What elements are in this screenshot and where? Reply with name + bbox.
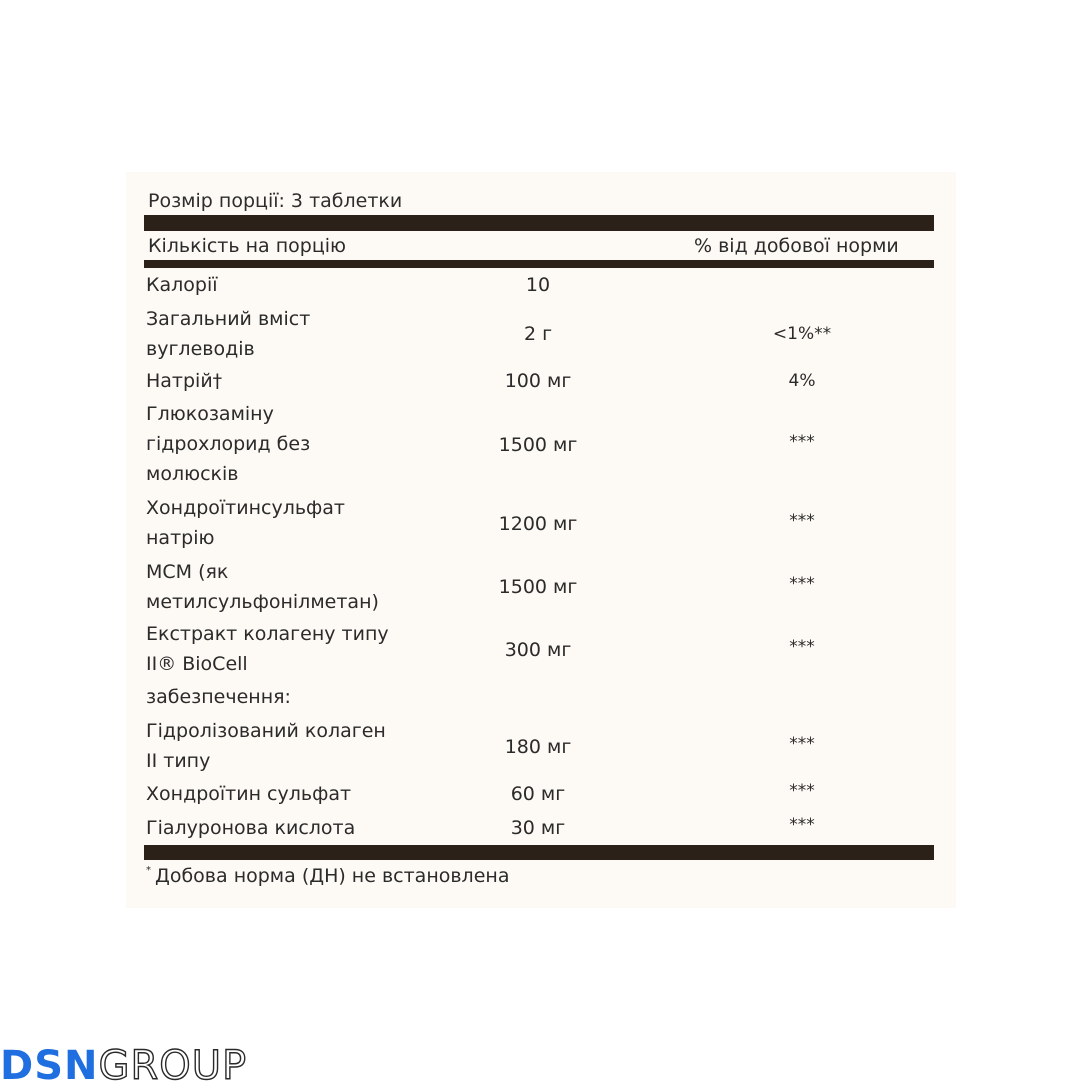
nutrient-daily-value: ***	[789, 781, 815, 801]
header-daily-value: % від добової норми	[694, 235, 899, 257]
nutrient-daily-value: ***	[789, 734, 815, 754]
nutrient-daily-value: ***	[789, 432, 815, 452]
nutrient-amount: 1200 мг	[498, 513, 578, 535]
logo-dsn: DSN	[0, 1043, 99, 1089]
nutrient-name: Калорії	[146, 274, 218, 296]
header-amount-per-serving: Кількість на порцію	[148, 235, 347, 257]
serving-size: Розмір порції: 3 таблетки	[148, 190, 403, 212]
nutrient-name: Гіалуронова кислота	[146, 817, 356, 839]
brand-logo	[0, 1043, 248, 1089]
nutrient-daily-value: 4%	[788, 371, 816, 391]
nutrient-daily-value: ***	[789, 574, 815, 594]
nutrient-amount: 100 мг	[504, 370, 572, 392]
nutrient-amount: 2 г	[523, 323, 553, 345]
footnote-text: Добова норма (ДН) не встановлена	[155, 865, 510, 887]
nutrient-daily-value: ***	[789, 815, 815, 835]
nutrient-amount: 10	[525, 274, 551, 296]
nutrient-name: Загальний вміст вуглеводів	[146, 308, 311, 360]
nutrient-daily-value: ***	[789, 637, 815, 657]
nutrient-name: Гідролізований колаген II типу	[146, 720, 386, 772]
nutrient-name: Екстракт колагену типу II® BioCell	[146, 623, 389, 675]
nutrient-amount: 1500 мг	[498, 576, 578, 598]
divider-top	[144, 215, 934, 231]
nutrient-amount: 30 мг	[510, 817, 566, 839]
divider-header	[144, 260, 934, 268]
nutrient-name: Хондроїтинсульфат натрію	[146, 497, 345, 549]
divider-bottom	[144, 845, 934, 860]
nutrient-name: МСМ (як метилсульфонілметан)	[146, 561, 379, 613]
nutrient-amount: 60 мг	[510, 783, 566, 805]
nutrient-amount: 180 мг	[504, 736, 572, 758]
footnote	[146, 865, 509, 887]
nutrient-name: Натрій†	[146, 370, 223, 392]
nutrient-amount: 300 мг	[504, 639, 572, 661]
nutrient-daily-value: ***	[789, 511, 815, 531]
nutrient-amount: 1500 мг	[498, 434, 578, 456]
logo-group: GROUP	[98, 1043, 248, 1089]
nutrition-facts-panel	[126, 172, 956, 908]
nutrient-daily-value: <1%**	[772, 324, 832, 344]
nutrient-name: Хондроїтин сульфат	[146, 783, 352, 805]
nutrient-name: Глюкозаміну гідрохлорид без молюсків	[146, 403, 311, 485]
footnote-mark: *	[146, 865, 151, 876]
nutrient-name: забезпечення:	[146, 686, 291, 708]
